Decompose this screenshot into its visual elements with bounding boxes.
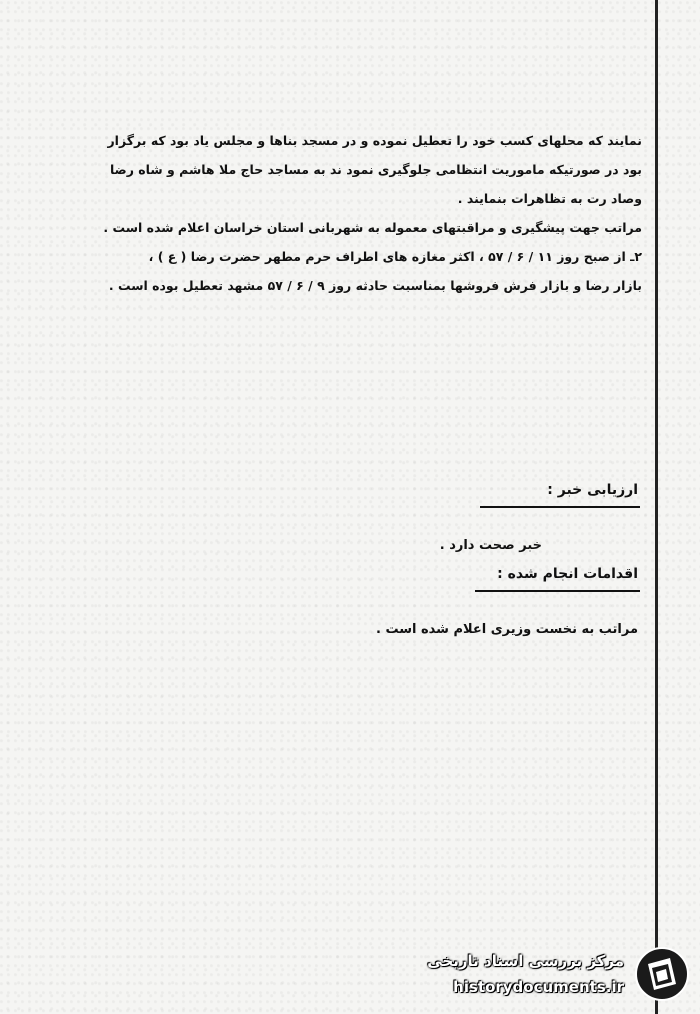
actions-heading: اقدامات انجام شده :: [497, 566, 638, 582]
archive-watermark: [400, 946, 690, 1006]
actions-text: مراتب به نخست وزیری اعلام شده است .: [375, 622, 638, 637]
body-line: ۲ـ از صبح روز ۱۱ / ۶ / ۵۷ ، اکثر مغازه های اطراف حرم مطهر حضرت رضا ( ع ) ،: [148, 249, 642, 264]
document-body: [30, 126, 642, 300]
body-line: بازار رضا و بازار فرش فروشها بمناسبت حادثه روز ۹ / ۶ / ۵۷ مشهد تعطیل بوده است .: [108, 278, 642, 293]
archive-center-title: مرکز بررسی اسناد تاریخی: [427, 952, 624, 970]
body-line: مراتب جهت پیشگیری و مراقبتهای معموله به شهربانی استان خراسان اعلام شده است .: [103, 220, 642, 235]
page-edge-line: [655, 0, 658, 1014]
archive-center-logo-icon: [634, 946, 690, 1002]
body-line: وصاد رت به تظاهرات بنمایند .: [457, 191, 642, 206]
evaluation-text: خبر صحت دارد .: [439, 538, 542, 553]
archive-center-url: historydocuments.ir: [453, 978, 624, 996]
evaluation-heading: ارزیابی خبر :: [547, 482, 638, 498]
body-line: نمایند که محلهای کسب خود را تعطیل نموده و در مسجد بناها و مجلس یاد بود که برگزار: [107, 133, 642, 148]
evaluation-heading-underline: [480, 506, 640, 508]
actions-heading-underline: [475, 590, 640, 592]
body-line: بود در صورتیکه ماموریت انتظامی جلوگیری نمود ند به مساجد حاج ملا هاشم و شاه رضا: [109, 162, 642, 177]
